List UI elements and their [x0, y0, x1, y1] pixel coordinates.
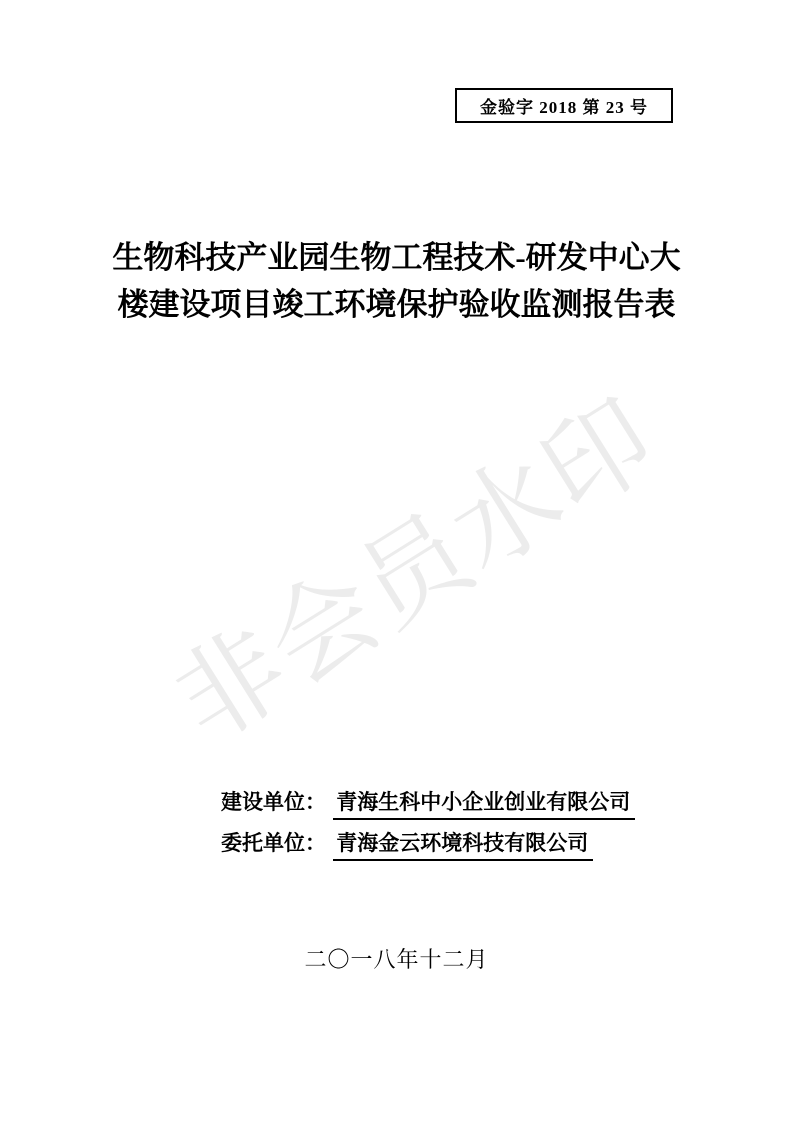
construction-unit-value: 青海生科中小企业创业有限公司	[333, 789, 635, 820]
construction-unit-row	[221, 789, 635, 816]
report-title	[0, 234, 793, 328]
report-title-line2: 楼建设项目竣工环境保护验收监测报告表	[117, 287, 676, 322]
parties-section	[221, 789, 635, 871]
report-title-line1: 生物科技产业园生物工程技术-研发中心大	[112, 240, 681, 275]
commission-unit-label: 委托单位：	[221, 831, 326, 855]
report-date: 二〇一八年十二月	[304, 947, 489, 972]
watermark-text: 非会员水印	[155, 377, 677, 764]
commission-unit-row	[221, 830, 635, 857]
commission-unit-value: 青海金云环境科技有限公司	[333, 830, 593, 861]
construction-unit-label: 建设单位：	[221, 790, 326, 814]
document-number: 金验字 2018 第 23 号	[480, 98, 648, 117]
document-number-box	[455, 88, 673, 123]
